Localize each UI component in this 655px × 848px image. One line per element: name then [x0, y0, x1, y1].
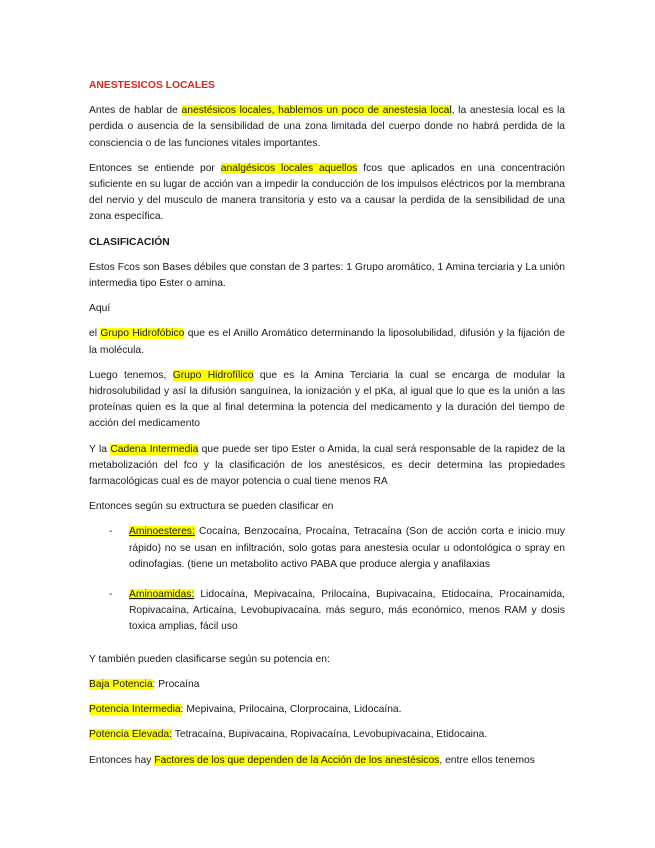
document-body	[89, 78, 565, 778]
highlighted-text: Grupo Hidrofílico	[172, 369, 254, 381]
highlighted-term: Potencia Elevada:	[89, 729, 173, 741]
highlighted-text: analgésicos locales aquellos	[220, 162, 358, 174]
paragraph-bases-debiles: Estos Fcos son Bases débiles que constan de 3 partes: 1 Grupo aromático, 1 Amina terciaria y La unión intermedia tipo Ester o amina.	[89, 261, 565, 290]
section-heading-clasificacion: CLASIFICACIÓN	[89, 236, 170, 248]
highlighted-text: Grupo Hidrofóbico	[100, 328, 185, 340]
text: , la anestesia local es la perdida o ausencia de la sensibilidad de una zona limitada del cuerpo donde no habrá perdida de la consciencia o de las funciones vitales importantes.	[89, 105, 565, 149]
paragraph-potencia-elevada	[89, 727, 565, 743]
text: Lidocaína, Mepivacaína, Prilocaína, Bupivacaína, Etidocaína, Procainamida, Ropivacaína, Articaína, Levobupivacaína. más seguro, más económico, menos RAM y dosis toxica amplias, fácil uso	[129, 589, 565, 633]
paragraph-clasificar-estructura: Entonces según su extructura se pueden clasificar en	[89, 501, 334, 513]
text: , entre ellos tenemos	[439, 754, 535, 766]
paragraph-factores	[89, 753, 565, 769]
bullet-dash: -	[109, 589, 113, 601]
text: el	[89, 328, 101, 340]
paragraph-grupo-hidrofilico	[89, 368, 565, 433]
text: Y la	[89, 443, 111, 455]
text: Antes de hablar de	[89, 105, 182, 117]
list-item-aminoesteres	[89, 524, 565, 573]
highlighted-term: Aminoesteres:	[129, 526, 195, 538]
text: que es la Amina Terciaria la cual se encarga de modular la hidrosolubilidad y así la difusión sanguínea, la ionización y el pKa, al igual que lo que es la unión a las proteínas quien es la que al final determina la potencia del medicamento y la duración del tiempo de acción del medicamento	[89, 369, 565, 430]
paragraph-anestesia-local	[89, 103, 565, 152]
paragraph-baja-potencia	[89, 677, 565, 693]
text: que es el Anillo Aromático determinando la liposolubilidad, difusión y la fijación de la molécula.	[89, 328, 565, 356]
bullet-dash: -	[109, 526, 113, 538]
highlighted-term: Aminoamidas:	[129, 589, 195, 601]
list-item-aminoamidas	[89, 587, 565, 636]
paragraph-potencia-intro: Y también pueden clasificarse según su potencia en:	[89, 653, 330, 665]
text: Entonces se entiende por	[89, 162, 221, 174]
text: Tetracaína, Bupivacaina, Ropivacaína, Levobupivacaina, Etidocaina.	[172, 729, 488, 741]
bullet-list-clasificacion	[89, 524, 565, 635]
text: Luego tenemos,	[89, 369, 173, 381]
document-title: ANESTESICOS LOCALES	[89, 80, 215, 91]
text: Entonces hay	[89, 754, 155, 766]
text: fcos que aplicados en una concentración suficiente en su lugar de acción van a impedir la conducción de los impulsos eléctricos por la membrana del nervio y del musculo de manera transitoria y esto va a causar la perdida de la sensibilidad de una zona específica.	[89, 162, 565, 223]
text: : Mepivaina, Prilocaina, Clorprocaina, Lidocaína.	[180, 704, 402, 716]
highlighted-text: anestésicos locales, hablemos un poco de anestesia local	[181, 105, 452, 117]
text: Cocaína, Benzocaína, Procaína, Tetracaína (Son de acción corta e inicio muy rápido) no se usan en infiltración, solo gotas para anestesia ocular u odontológica o spray en odinofagias. (tiene un metabolito activo PABA que produce alergia y anafilaxias	[129, 526, 565, 570]
paragraph-analgesicos-locales	[89, 161, 565, 226]
paragraph-aqui: Aquí	[89, 303, 111, 315]
paragraph-potencia-intermedia	[89, 702, 565, 718]
highlighted-term: Baja Potencia	[89, 678, 153, 690]
text: : Procaína	[152, 678, 200, 690]
paragraph-grupo-hidrofobico	[89, 326, 565, 358]
highlighted-text: Factores de los que dependen de la Acción de los anestésicos	[154, 754, 440, 766]
paragraph-cadena-intermedia	[89, 442, 565, 491]
highlighted-term: Potencia Intermedia	[89, 704, 181, 716]
highlighted-text: Cadena Intermedia	[110, 443, 199, 455]
text: que puede ser tipo Ester o Amida, la cual será responsable de la rapidez de la metabolización del fco y la clasificación de los anestésicos, es decir determina las propiedades farmacológicas cual es de mayor potencia o cual tiene menos RA	[89, 443, 565, 488]
